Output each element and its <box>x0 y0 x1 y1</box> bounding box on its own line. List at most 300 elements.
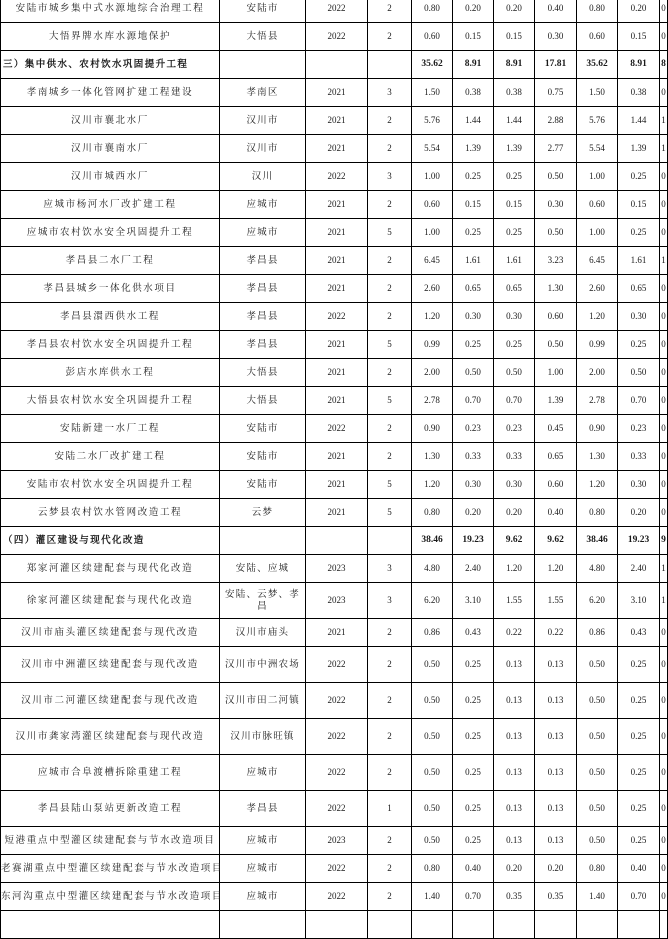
year-cell <box>306 527 368 555</box>
value-cell: 1.44 <box>453 107 494 135</box>
location-cell: 应城市 <box>220 855 306 883</box>
value-cell: 8.91 <box>618 51 660 79</box>
project-name-cell: 安陆市城乡集中式水源地综合治理工程 <box>1 0 220 23</box>
location-cell: 大悟县 <box>220 359 306 387</box>
project-name-cell: 汉川市中洲灌区续建配套与现代改造 <box>1 647 220 683</box>
value-cell: 0.30 <box>618 471 660 499</box>
value-cell: 0 <box>660 791 668 827</box>
value-cell: 0 <box>660 443 668 471</box>
table-row <box>1 23 668 51</box>
value-cell: 1.55 <box>535 583 577 619</box>
value-cell: 0.30 <box>494 471 535 499</box>
project-name-cell: 汉川市襄南水厂 <box>1 135 220 163</box>
value-cell: 1.00 <box>577 219 618 247</box>
location-cell: 汉川 <box>220 163 306 191</box>
value-cell: 0.35 <box>535 883 577 911</box>
value-cell: 0.50 <box>577 827 618 855</box>
duration-cell <box>368 51 412 79</box>
table-row <box>1 719 668 755</box>
value-cell: 0.13 <box>535 827 577 855</box>
location-cell: 安陆市 <box>220 0 306 23</box>
value-cell: 0.50 <box>535 331 577 359</box>
value-cell: 0.65 <box>535 443 577 471</box>
value-cell: 0 <box>660 499 668 527</box>
value-cell: 5.76 <box>577 107 618 135</box>
project-name-cell: 东河沟重点中型灌区续建配套与节水改造项目 <box>1 883 220 911</box>
year-cell: 2023 <box>306 555 368 583</box>
value-cell: 3.10 <box>453 583 494 619</box>
project-name-cell: 郑家河灌区续建配套与现代化改造 <box>1 555 220 583</box>
table-row <box>1 619 668 647</box>
value-cell: 1.20 <box>412 303 453 331</box>
value-cell: 2.40 <box>618 555 660 583</box>
value-cell: 1.00 <box>412 219 453 247</box>
value-cell: 0.25 <box>618 163 660 191</box>
value-cell: 3.10 <box>618 583 660 619</box>
value-cell: 0.13 <box>535 755 577 791</box>
duration-cell: 2 <box>368 247 412 275</box>
duration-cell: 2 <box>368 359 412 387</box>
table-body <box>1 0 668 939</box>
value-cell: 5.76 <box>412 107 453 135</box>
value-cell: 0.50 <box>577 755 618 791</box>
value-cell: 0 <box>660 683 668 719</box>
project-name-cell: （四）灌区建设与现代化改造 <box>1 527 220 555</box>
value-cell: 0.13 <box>494 647 535 683</box>
value-cell: 1.61 <box>494 247 535 275</box>
year-cell: 2023 <box>306 827 368 855</box>
table-row <box>1 499 668 527</box>
value-cell: 0.80 <box>577 0 618 23</box>
table-row <box>1 755 668 791</box>
value-cell: 0.23 <box>618 415 660 443</box>
value-cell: 0.20 <box>618 499 660 527</box>
value-cell: 1 <box>660 135 668 163</box>
value-cell: 0.50 <box>577 647 618 683</box>
project-name-cell: 安陆新建一水厂工程 <box>1 415 220 443</box>
value-cell: 38.46 <box>412 527 453 555</box>
value-cell: 0.45 <box>535 415 577 443</box>
value-cell: 0.86 <box>577 619 618 647</box>
value-cell: 0.13 <box>494 755 535 791</box>
duration-cell: 2 <box>368 683 412 719</box>
year-cell: 2022 <box>306 23 368 51</box>
value-cell: 0.60 <box>412 191 453 219</box>
value-cell: 0.70 <box>618 387 660 415</box>
value-cell: 0.25 <box>618 827 660 855</box>
value-cell: 1.20 <box>494 555 535 583</box>
value-cell: 0.20 <box>453 0 494 23</box>
location-cell: 孝南区 <box>220 79 306 107</box>
project-name-cell: 大悟界牌水库水源地保护 <box>1 23 220 51</box>
duration-cell: 2 <box>368 0 412 23</box>
value-cell: 1.39 <box>494 135 535 163</box>
value-cell: 0 <box>660 0 668 23</box>
duration-cell: 2 <box>368 827 412 855</box>
value-cell: 0.13 <box>494 719 535 755</box>
value-cell: 2.60 <box>577 275 618 303</box>
value-cell: 0.35 <box>494 883 535 911</box>
value-cell: 0.30 <box>535 191 577 219</box>
value-cell: 0 <box>660 827 668 855</box>
value-cell: 0.25 <box>618 331 660 359</box>
value-cell: 0.50 <box>577 791 618 827</box>
project-name-cell: 应城市农村饮水安全巩固提升工程 <box>1 219 220 247</box>
value-cell: 1.20 <box>577 303 618 331</box>
value-cell: 2.77 <box>535 135 577 163</box>
value-cell: 0.25 <box>453 331 494 359</box>
value-cell: 0.30 <box>453 471 494 499</box>
value-cell: 0.50 <box>412 647 453 683</box>
value-cell: 0.50 <box>412 719 453 755</box>
value-cell: 0.80 <box>412 0 453 23</box>
project-name-cell: 徐家河灌区续建配套与现代化改造 <box>1 583 220 619</box>
location-cell: 孝昌县 <box>220 331 306 359</box>
value-cell: 2.00 <box>577 359 618 387</box>
value-cell: 0.20 <box>494 0 535 23</box>
value-cell: 9 <box>660 527 668 555</box>
project-name-cell: 应城市合阜渡槽拆除重建工程 <box>1 755 220 791</box>
value-cell: 0.50 <box>577 683 618 719</box>
table-row <box>1 387 668 415</box>
value-cell: 2.78 <box>577 387 618 415</box>
value-cell: 0.65 <box>453 275 494 303</box>
location-cell: 大悟县 <box>220 387 306 415</box>
duration-cell <box>368 527 412 555</box>
value-cell: 0.43 <box>453 619 494 647</box>
value-cell: 0 <box>660 163 668 191</box>
value-cell: 0.15 <box>453 23 494 51</box>
value-cell: 0.60 <box>412 23 453 51</box>
value-cell: 0 <box>660 79 668 107</box>
table-row <box>1 359 668 387</box>
location-cell: 汉川市庙头 <box>220 619 306 647</box>
location-cell: 汉川市 <box>220 135 306 163</box>
value-cell: 1.20 <box>535 555 577 583</box>
duration-cell: 2 <box>368 303 412 331</box>
location-cell: 孝昌县 <box>220 791 306 827</box>
value-cell: 9.62 <box>535 527 577 555</box>
year-cell: 2023 <box>306 583 368 619</box>
duration-cell: 2 <box>368 191 412 219</box>
duration-cell <box>368 911 412 939</box>
year-cell <box>306 51 368 79</box>
value-cell: 19.23 <box>618 527 660 555</box>
project-name-cell: 安陆市农村饮水安全巩固提升工程 <box>1 471 220 499</box>
table-row <box>1 791 668 827</box>
value-cell <box>535 911 577 939</box>
table-row <box>1 331 668 359</box>
value-cell: 1.30 <box>577 443 618 471</box>
value-cell: 0.86 <box>412 619 453 647</box>
table-row <box>1 135 668 163</box>
location-cell: 安陆、云梦、孝昌 <box>220 583 306 619</box>
value-cell: 0.23 <box>453 415 494 443</box>
location-cell: 孝昌县 <box>220 247 306 275</box>
value-cell: 0.38 <box>453 79 494 107</box>
value-cell <box>660 911 668 939</box>
year-cell: 2022 <box>306 855 368 883</box>
duration-cell: 5 <box>368 331 412 359</box>
year-cell: 2021 <box>306 79 368 107</box>
value-cell: 1.50 <box>412 79 453 107</box>
value-cell: 0.60 <box>535 471 577 499</box>
value-cell: 1 <box>660 107 668 135</box>
value-cell: 0.33 <box>618 443 660 471</box>
value-cell: 0.50 <box>494 359 535 387</box>
location-cell: 应城市 <box>220 219 306 247</box>
year-cell: 2021 <box>306 471 368 499</box>
value-cell: 0.60 <box>535 303 577 331</box>
value-cell: 0 <box>660 387 668 415</box>
duration-cell: 5 <box>368 387 412 415</box>
value-cell: 0.33 <box>494 443 535 471</box>
year-cell: 2021 <box>306 191 368 219</box>
table-row <box>1 855 668 883</box>
value-cell: 35.62 <box>412 51 453 79</box>
duration-cell: 2 <box>368 855 412 883</box>
value-cell: 0 <box>660 23 668 51</box>
value-cell: 0.25 <box>453 791 494 827</box>
location-cell: 应城市 <box>220 827 306 855</box>
value-cell: 0 <box>660 619 668 647</box>
table-row <box>1 303 668 331</box>
value-cell: 0.99 <box>412 331 453 359</box>
value-cell: 0 <box>660 331 668 359</box>
year-cell: 2022 <box>306 303 368 331</box>
project-name-cell: 孝昌县陆山泵站更新改造工程 <box>1 791 220 827</box>
value-cell: 1.30 <box>535 275 577 303</box>
year-cell: 2021 <box>306 499 368 527</box>
value-cell: 0.13 <box>494 683 535 719</box>
value-cell: 6.45 <box>412 247 453 275</box>
value-cell: 0.25 <box>453 647 494 683</box>
section-header-row <box>1 51 668 79</box>
value-cell: 0 <box>660 275 668 303</box>
year-cell: 2021 <box>306 219 368 247</box>
location-cell: 汉川市脉旺镇 <box>220 719 306 755</box>
location-cell: 安陆、应城 <box>220 555 306 583</box>
project-name-cell: 汉川市城西水厂 <box>1 163 220 191</box>
project-name-cell: 三）集中供水、农村饮水巩固提升工程 <box>1 51 220 79</box>
value-cell: 0.40 <box>453 855 494 883</box>
value-cell <box>494 911 535 939</box>
year-cell: 2022 <box>306 883 368 911</box>
value-cell: 1.55 <box>494 583 535 619</box>
year-cell: 2021 <box>306 247 368 275</box>
year-cell: 2021 <box>306 619 368 647</box>
value-cell: 0.25 <box>453 163 494 191</box>
duration-cell: 5 <box>368 499 412 527</box>
value-cell: 0.25 <box>618 683 660 719</box>
project-name-cell: 孝昌县澴西供水工程 <box>1 303 220 331</box>
value-cell: 0 <box>660 755 668 791</box>
value-cell: 1.00 <box>412 163 453 191</box>
value-cell: 6.20 <box>577 583 618 619</box>
value-cell: 0.20 <box>535 855 577 883</box>
value-cell: 0.13 <box>535 683 577 719</box>
value-cell <box>577 911 618 939</box>
project-name-cell: 云梦县农村饮水管网改造工程 <box>1 499 220 527</box>
location-cell: 应城市 <box>220 755 306 791</box>
location-cell: 孝昌县 <box>220 303 306 331</box>
project-name-cell: 孝南城乡一体化管网扩建工程建设 <box>1 79 220 107</box>
value-cell: 1.50 <box>577 79 618 107</box>
project-name-cell: 应城市杨河水厂改扩建工程 <box>1 191 220 219</box>
location-cell <box>220 527 306 555</box>
value-cell: 1.39 <box>453 135 494 163</box>
location-cell: 汉川市 <box>220 107 306 135</box>
location-cell: 孝昌县 <box>220 275 306 303</box>
project-name-cell: 大悟县农村饮水安全巩固提升工程 <box>1 387 220 415</box>
value-cell: 0.15 <box>618 191 660 219</box>
year-cell: 2021 <box>306 107 368 135</box>
value-cell: 0 <box>660 855 668 883</box>
value-cell: 0 <box>660 719 668 755</box>
value-cell: 0.25 <box>453 827 494 855</box>
year-cell: 2021 <box>306 443 368 471</box>
year-cell: 2022 <box>306 0 368 23</box>
value-cell: 0.20 <box>453 499 494 527</box>
table-row <box>1 79 668 107</box>
value-cell: 9.62 <box>494 527 535 555</box>
value-cell: 1 <box>660 555 668 583</box>
value-cell: 0.50 <box>535 219 577 247</box>
value-cell: 0.40 <box>618 855 660 883</box>
value-cell: 0.65 <box>618 275 660 303</box>
value-cell: 0.33 <box>453 443 494 471</box>
value-cell: 0.43 <box>618 619 660 647</box>
value-cell: 0.50 <box>412 683 453 719</box>
location-cell: 安陆市 <box>220 471 306 499</box>
value-cell: 0 <box>660 415 668 443</box>
value-cell: 1.39 <box>618 135 660 163</box>
value-cell: 0 <box>660 303 668 331</box>
year-cell: 2021 <box>306 331 368 359</box>
project-name-cell: 汉川市龚家湾灌区续建配套与现代改造 <box>1 719 220 755</box>
value-cell: 0.13 <box>535 647 577 683</box>
year-cell: 2022 <box>306 415 368 443</box>
value-cell: 1.40 <box>412 883 453 911</box>
value-cell: 0.13 <box>494 791 535 827</box>
value-cell: 0.20 <box>618 0 660 23</box>
location-cell: 应城市 <box>220 883 306 911</box>
value-cell: 0.50 <box>412 755 453 791</box>
duration-cell: 3 <box>368 79 412 107</box>
value-cell: 1.61 <box>453 247 494 275</box>
location-cell: 安陆市 <box>220 443 306 471</box>
value-cell: 0.25 <box>494 219 535 247</box>
value-cell: 1.30 <box>412 443 453 471</box>
value-cell: 1.00 <box>577 163 618 191</box>
value-cell: 0.20 <box>494 855 535 883</box>
duration-cell: 2 <box>368 719 412 755</box>
table-row <box>1 443 668 471</box>
value-cell: 0.13 <box>535 719 577 755</box>
value-cell: 0.40 <box>535 499 577 527</box>
table-row <box>1 827 668 855</box>
duration-cell: 5 <box>368 219 412 247</box>
value-cell: 1.00 <box>535 359 577 387</box>
year-cell: 2022 <box>306 791 368 827</box>
value-cell: 8 <box>660 51 668 79</box>
location-cell: 应城市 <box>220 191 306 219</box>
value-cell: 0.15 <box>618 23 660 51</box>
value-cell: 0.50 <box>412 827 453 855</box>
value-cell: 1.44 <box>494 107 535 135</box>
value-cell: 5.54 <box>412 135 453 163</box>
duration-cell: 1 <box>368 791 412 827</box>
project-name-cell: 安陆二水厂改扩建工程 <box>1 443 220 471</box>
year-cell <box>306 911 368 939</box>
duration-cell: 2 <box>368 23 412 51</box>
project-name-cell: 老赛湖重点中型灌区续建配套与节水改造项目 <box>1 855 220 883</box>
year-cell: 2021 <box>306 387 368 415</box>
duration-cell: 2 <box>368 443 412 471</box>
value-cell: 0.25 <box>453 719 494 755</box>
table-row <box>1 583 668 619</box>
table-row <box>1 219 668 247</box>
value-cell: 0.50 <box>618 359 660 387</box>
value-cell: 0.13 <box>494 827 535 855</box>
value-cell: 0.25 <box>494 163 535 191</box>
value-cell: 8.91 <box>453 51 494 79</box>
value-cell: 1 <box>660 247 668 275</box>
value-cell: 0.90 <box>577 415 618 443</box>
value-cell <box>618 911 660 939</box>
value-cell: 17.81 <box>535 51 577 79</box>
value-cell: 0.23 <box>494 415 535 443</box>
value-cell: 0.25 <box>618 219 660 247</box>
section-header-row <box>1 527 668 555</box>
year-cell: 2021 <box>306 135 368 163</box>
value-cell: 3.23 <box>535 247 577 275</box>
value-cell: 0.13 <box>535 791 577 827</box>
value-cell: 0.22 <box>535 619 577 647</box>
value-cell: 6.45 <box>577 247 618 275</box>
year-cell: 2022 <box>306 163 368 191</box>
value-cell: 1.20 <box>577 471 618 499</box>
value-cell: 2.78 <box>412 387 453 415</box>
project-name-cell: 孝昌县城乡一体化供水项目 <box>1 275 220 303</box>
location-cell: 汉川市中洲农场 <box>220 647 306 683</box>
value-cell: 2.60 <box>412 275 453 303</box>
value-cell: 0.70 <box>453 387 494 415</box>
duration-cell: 2 <box>368 755 412 791</box>
project-name-cell: 汉川市襄北水厂 <box>1 107 220 135</box>
value-cell: 0.25 <box>494 331 535 359</box>
value-cell: 0.50 <box>577 719 618 755</box>
year-cell: 2022 <box>306 755 368 791</box>
value-cell: 38.46 <box>577 527 618 555</box>
project-name-cell: 彭店水库供水工程 <box>1 359 220 387</box>
year-cell: 2022 <box>306 683 368 719</box>
value-cell: 0.80 <box>577 855 618 883</box>
value-cell: 0.60 <box>577 191 618 219</box>
value-cell: 1.39 <box>535 387 577 415</box>
year-cell: 2021 <box>306 275 368 303</box>
value-cell: 0 <box>660 219 668 247</box>
value-cell: 0.15 <box>494 23 535 51</box>
project-name-cell: 孝昌县二水厂工程 <box>1 247 220 275</box>
value-cell: 2.40 <box>453 555 494 583</box>
duration-cell: 2 <box>368 883 412 911</box>
location-cell <box>220 911 306 939</box>
project-name-cell: 汉川市庙头灌区续建配套与现代改造 <box>1 619 220 647</box>
value-cell: 35.62 <box>577 51 618 79</box>
value-cell: 0.25 <box>618 647 660 683</box>
value-cell: 0.80 <box>412 855 453 883</box>
